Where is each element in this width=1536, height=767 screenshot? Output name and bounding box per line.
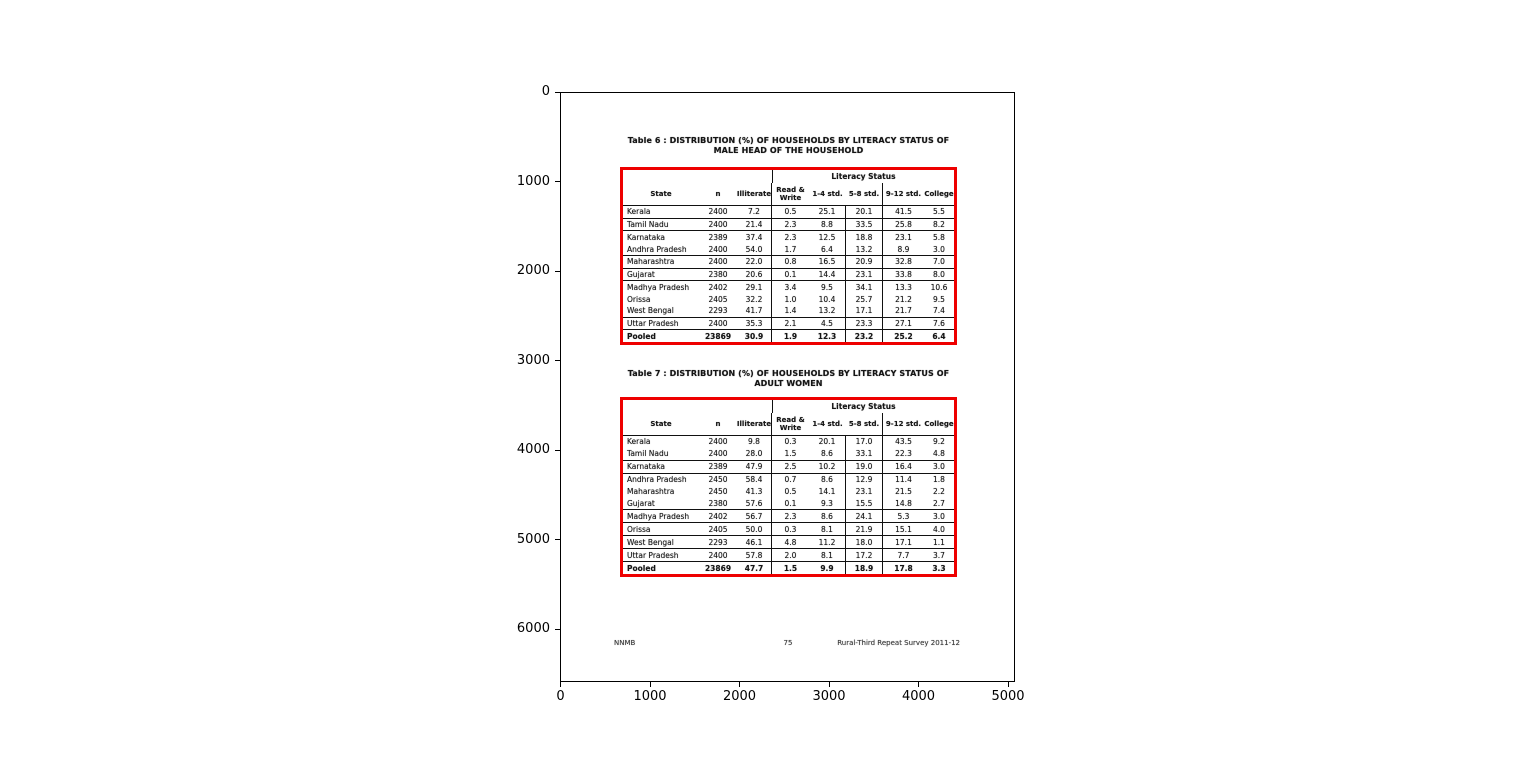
value-cell: 47.7: [737, 562, 772, 574]
state-cell: Maharashtra: [627, 257, 675, 267]
value-cell: 2389: [708, 232, 728, 242]
column-header: Illiterate: [737, 183, 772, 205]
value-cell: 2405: [708, 294, 728, 304]
value-cell: 2402: [708, 511, 728, 521]
value-cell: 16.5: [809, 256, 846, 268]
value-cell: 9.3: [809, 498, 846, 510]
column-header: College: [924, 420, 954, 428]
value-cell: 9.8: [737, 436, 772, 448]
value-cell: 2.5: [784, 462, 797, 472]
value-cell: 2.3: [784, 232, 797, 242]
value-cell: 18.9: [846, 562, 883, 574]
column-header: 1-4 std.: [812, 190, 843, 198]
value-cell: 2400: [708, 207, 728, 217]
value-cell: 12.5: [809, 231, 846, 243]
value-cell: 2400: [708, 244, 728, 254]
value-cell: 7.0: [933, 257, 945, 267]
x-axis-tick-label: 5000: [991, 689, 1025, 704]
footer-page-number: 75: [783, 639, 793, 647]
table-row: [623, 448, 954, 461]
value-cell: 13.2: [846, 243, 883, 255]
state-cell: Pooled: [627, 331, 656, 341]
value-cell: 11.4: [895, 475, 912, 485]
table-body: [623, 206, 954, 342]
value-cell: 46.1: [737, 536, 772, 548]
y-axis-tick-label: 2000: [516, 263, 550, 279]
table7-title-line1: Table 7 : DISTRIBUTION (%) OF HOUSEHOLDS BY LITERACY STATUS OF: [627, 369, 950, 378]
state-cell: Orissa: [627, 294, 651, 304]
table6-literacy-male-head: [620, 167, 957, 345]
value-cell: 4.8: [784, 537, 797, 547]
footer-org: NNMB: [614, 639, 636, 647]
column-header: Read & Write: [776, 186, 805, 202]
value-cell: 54.0: [737, 243, 772, 255]
value-cell: 34.1: [846, 281, 883, 293]
value-cell: 2400: [708, 550, 728, 560]
table-row: [623, 486, 954, 498]
y-axis-tick-label: 3000: [516, 352, 550, 368]
state-cell: Tamil Nadu: [627, 220, 669, 230]
table-row: [623, 206, 954, 219]
table-row: [623, 281, 954, 293]
value-cell: 6.4: [932, 331, 946, 341]
value-cell: 2.2: [933, 487, 945, 497]
value-cell: 25.2: [894, 331, 913, 341]
value-cell: 2400: [708, 257, 728, 267]
group-header-row: [623, 400, 954, 413]
state-cell: Andhra Pradesh: [627, 475, 687, 485]
value-cell: 2.3: [784, 220, 797, 230]
value-cell: 3.0: [933, 511, 945, 521]
value-cell: 14.8: [895, 498, 912, 508]
value-cell: 8.1: [809, 523, 846, 535]
x-axis-tick-label: 1000: [633, 689, 667, 704]
table-row: [623, 498, 954, 511]
value-cell: 25.7: [846, 293, 883, 305]
column-header: n: [715, 420, 721, 428]
value-cell: 21.9: [846, 523, 883, 535]
value-cell: 41.3: [737, 486, 772, 498]
column-header-row: [623, 413, 954, 436]
state-cell: Madhya Pradesh: [627, 282, 690, 292]
column-header: 9-12 std.: [885, 190, 922, 198]
value-cell: 33.8: [895, 270, 912, 280]
value-cell: 23.3: [846, 318, 883, 330]
value-cell: 9.5: [809, 281, 846, 293]
table-row: [623, 269, 954, 282]
column-header: n: [715, 190, 721, 198]
value-cell: 5.3: [897, 511, 910, 521]
footer-survey-name: Rural-Third Repeat Survey 2011-12: [837, 639, 960, 647]
value-cell: 8.6: [809, 448, 846, 460]
table6-title-line2: MALE HEAD OF THE HOUSEHOLD: [713, 146, 864, 155]
state-cell: Gujarat: [627, 498, 655, 508]
y-axis-tick-label: 6000: [516, 621, 550, 637]
value-cell: 35.3: [737, 318, 772, 330]
value-cell: 10.6: [930, 282, 948, 292]
table-body: [623, 436, 954, 574]
value-cell: 8.0: [933, 270, 945, 280]
value-cell: 2.3: [784, 511, 797, 521]
value-cell: 57.6: [737, 498, 772, 510]
value-cell: 18.0: [846, 536, 883, 548]
table-row: [623, 318, 954, 331]
value-cell: 1.1: [933, 537, 945, 547]
state-cell: Gujarat: [627, 270, 655, 280]
value-cell: 22.3: [895, 449, 912, 459]
x-axis-tick-label: 4000: [901, 689, 936, 704]
value-cell: 33.1: [846, 448, 883, 460]
value-cell: 1.0: [784, 294, 797, 304]
value-cell: 32.2: [737, 293, 772, 305]
value-cell: 18.8: [846, 231, 883, 243]
value-cell: 8.1: [809, 549, 846, 561]
x-axis-tick-label: 0: [556, 689, 565, 704]
state-cell: Pooled: [627, 563, 656, 573]
value-cell: 25.1: [809, 206, 846, 218]
column-header: 5-8 std.: [846, 183, 883, 205]
value-cell: 11.2: [809, 536, 846, 548]
value-cell: 3.4: [784, 282, 797, 292]
value-cell: 2450: [708, 487, 728, 497]
value-cell: 2400: [708, 318, 728, 328]
pooled-row: [623, 562, 954, 574]
value-cell: 12.3: [809, 330, 846, 342]
value-cell: 2293: [708, 306, 728, 316]
state-cell: Madhya Pradesh: [627, 511, 690, 521]
table-row: [623, 231, 954, 243]
table-row: [623, 219, 954, 232]
value-cell: 23869: [704, 331, 732, 341]
table-row: [623, 243, 954, 256]
value-cell: 3.3: [932, 563, 946, 573]
value-cell: 2.7: [933, 498, 945, 508]
table-row: [623, 536, 954, 549]
column-header: 5-8 std.: [846, 413, 883, 435]
pooled-row: [623, 330, 954, 342]
value-cell: 22.0: [737, 256, 772, 268]
x-axis-tick-label: 3000: [812, 689, 846, 704]
column-header: 9-12 std.: [885, 420, 922, 428]
value-cell: 2402: [708, 282, 728, 292]
value-cell: 0.1: [784, 270, 797, 280]
value-cell: 2380: [708, 270, 728, 280]
value-cell: 23.1: [846, 486, 883, 498]
value-cell: 10.4: [809, 293, 846, 305]
value-cell: 0.5: [784, 207, 797, 217]
value-cell: 32.8: [895, 257, 912, 267]
value-cell: 12.9: [846, 474, 883, 486]
value-cell: 1.5: [783, 563, 798, 573]
value-cell: 13.3: [895, 282, 912, 292]
value-cell: 8.6: [809, 474, 846, 486]
value-cell: 23.1: [895, 232, 912, 242]
value-cell: 8.8: [809, 219, 846, 231]
value-cell: 14.1: [809, 486, 846, 498]
value-cell: 24.1: [846, 510, 883, 522]
value-cell: 33.5: [846, 219, 883, 231]
value-cell: 8.6: [809, 510, 846, 522]
value-cell: 2380: [708, 498, 728, 508]
table6-title-line1: Table 6 : DISTRIBUTION (%) OF HOUSEHOLDS BY LITERACY STATUS OF: [627, 136, 950, 145]
table6-title: [620, 136, 957, 156]
y-axis-tick-label: 4000: [516, 442, 550, 458]
value-cell: 7.2: [737, 206, 772, 218]
value-cell: 4.5: [809, 318, 846, 330]
value-cell: 17.1: [895, 537, 912, 547]
value-cell: 1.4: [784, 306, 797, 316]
state-cell: Kerala: [627, 207, 651, 217]
y-axis-tick-label: 5000: [516, 531, 550, 547]
value-cell: 5.8: [933, 232, 945, 242]
value-cell: 15.5: [846, 498, 883, 510]
value-cell: 56.7: [737, 510, 772, 522]
group-header-spacer: [623, 400, 772, 413]
value-cell: 2293: [708, 537, 728, 547]
value-cell: 2450: [708, 475, 728, 485]
table-row: [623, 461, 954, 474]
value-cell: 7.4: [933, 306, 945, 316]
value-cell: 4.0: [933, 524, 945, 534]
column-header-row: [623, 183, 954, 206]
y-axis-tick-label: 1000: [516, 173, 550, 189]
state-cell: Kerala: [627, 437, 651, 447]
value-cell: 2400: [708, 449, 728, 459]
value-cell: 15.1: [895, 524, 912, 534]
value-cell: 20.9: [846, 256, 883, 268]
state-cell: Andhra Pradesh: [627, 244, 687, 254]
value-cell: 17.8: [894, 563, 913, 573]
state-cell: Maharashtra: [627, 487, 675, 497]
value-cell: 3.0: [933, 244, 945, 254]
value-cell: 5.5: [933, 207, 945, 217]
table-row: [623, 474, 954, 486]
value-cell: 8.9: [897, 244, 910, 254]
state-cell: Uttar Pradesh: [627, 550, 679, 560]
value-cell: 19.0: [846, 461, 883, 473]
table-row: [623, 305, 954, 318]
column-header: State: [650, 420, 672, 428]
table-row: [623, 549, 954, 562]
value-cell: 23.2: [846, 330, 883, 342]
value-cell: 9.2: [933, 437, 945, 447]
value-cell: 41.5: [895, 207, 912, 217]
value-cell: 17.0: [846, 436, 883, 448]
value-cell: 7.6: [933, 318, 945, 328]
value-cell: 10.2: [809, 461, 846, 473]
group-header-literacy-status: Literacy Status: [772, 400, 954, 413]
value-cell: 13.2: [809, 305, 846, 317]
value-cell: 21.7: [895, 306, 912, 316]
value-cell: 0.3: [784, 437, 797, 447]
table7-title: [620, 369, 957, 389]
column-header: College: [924, 190, 954, 198]
value-cell: 21.4: [737, 219, 772, 231]
y-axis-tick-label: 0: [541, 84, 550, 99]
table-row: [623, 510, 954, 523]
value-cell: 3.0: [933, 462, 945, 472]
table7-literacy-adult-women: [620, 397, 957, 577]
value-cell: 2400: [708, 437, 728, 447]
column-header: Illiterate: [737, 413, 772, 435]
value-cell: 1.7: [784, 244, 797, 254]
value-cell: 41.7: [737, 305, 772, 317]
value-cell: 0.8: [784, 257, 797, 267]
table-row: [623, 436, 954, 448]
value-cell: 2405: [708, 524, 728, 534]
state-cell: Uttar Pradesh: [627, 318, 679, 328]
value-cell: 43.5: [895, 437, 912, 447]
value-cell: 0.3: [784, 524, 797, 534]
table-row: [623, 293, 954, 305]
value-cell: 23869: [704, 563, 732, 573]
value-cell: 1.5: [784, 449, 797, 459]
value-cell: 3.7: [933, 550, 945, 560]
value-cell: 2389: [708, 462, 728, 472]
state-cell: West Bengal: [627, 306, 674, 316]
value-cell: 8.2: [933, 220, 945, 230]
value-cell: 9.9: [809, 562, 846, 574]
state-cell: Karnataka: [627, 232, 666, 242]
value-cell: 2400: [708, 220, 728, 230]
value-cell: 23.1: [846, 269, 883, 281]
group-header-literacy-status: Literacy Status: [772, 170, 954, 183]
value-cell: 28.0: [737, 448, 772, 460]
table7-title-line2: ADULT WOMEN: [754, 379, 823, 388]
column-header: 1-4 std.: [812, 420, 843, 428]
x-axis-tick-label: 2000: [722, 689, 757, 704]
state-cell: Tamil Nadu: [627, 449, 669, 459]
value-cell: 57.8: [737, 549, 772, 561]
value-cell: 1.9: [783, 331, 798, 341]
value-cell: 58.4: [737, 474, 772, 486]
table-row: [623, 523, 954, 536]
table-row: [623, 256, 954, 269]
value-cell: 20.6: [737, 269, 772, 281]
column-header: State: [650, 190, 672, 198]
value-cell: 21.2: [895, 294, 912, 304]
value-cell: 0.1: [784, 498, 797, 508]
value-cell: 50.0: [737, 523, 772, 535]
value-cell: 4.8: [933, 449, 945, 459]
value-cell: 14.4: [809, 269, 846, 281]
value-cell: 6.4: [809, 243, 846, 255]
value-cell: 29.1: [737, 281, 772, 293]
value-cell: 7.7: [897, 550, 910, 560]
value-cell: 21.5: [895, 487, 912, 497]
value-cell: 30.9: [737, 330, 772, 342]
value-cell: 37.4: [737, 231, 772, 243]
state-cell: West Bengal: [627, 537, 674, 547]
value-cell: 17.2: [846, 549, 883, 561]
group-header-row: [623, 170, 954, 183]
value-cell: 17.1: [846, 305, 883, 317]
state-cell: Karnataka: [627, 462, 666, 472]
value-cell: 25.8: [895, 220, 912, 230]
value-cell: 27.1: [895, 318, 912, 328]
value-cell: 9.5: [933, 294, 945, 304]
value-cell: 0.5: [784, 487, 797, 497]
value-cell: 20.1: [809, 436, 846, 448]
value-cell: 2.1: [784, 318, 797, 328]
value-cell: 1.8: [933, 475, 945, 485]
value-cell: 2.0: [784, 550, 797, 560]
state-cell: Orissa: [627, 524, 651, 534]
value-cell: 20.1: [846, 206, 883, 218]
value-cell: 16.4: [895, 462, 912, 472]
value-cell: 0.7: [784, 475, 797, 485]
value-cell: 47.9: [737, 461, 772, 473]
column-header: Read & Write: [776, 416, 805, 432]
group-header-spacer: [623, 170, 772, 183]
